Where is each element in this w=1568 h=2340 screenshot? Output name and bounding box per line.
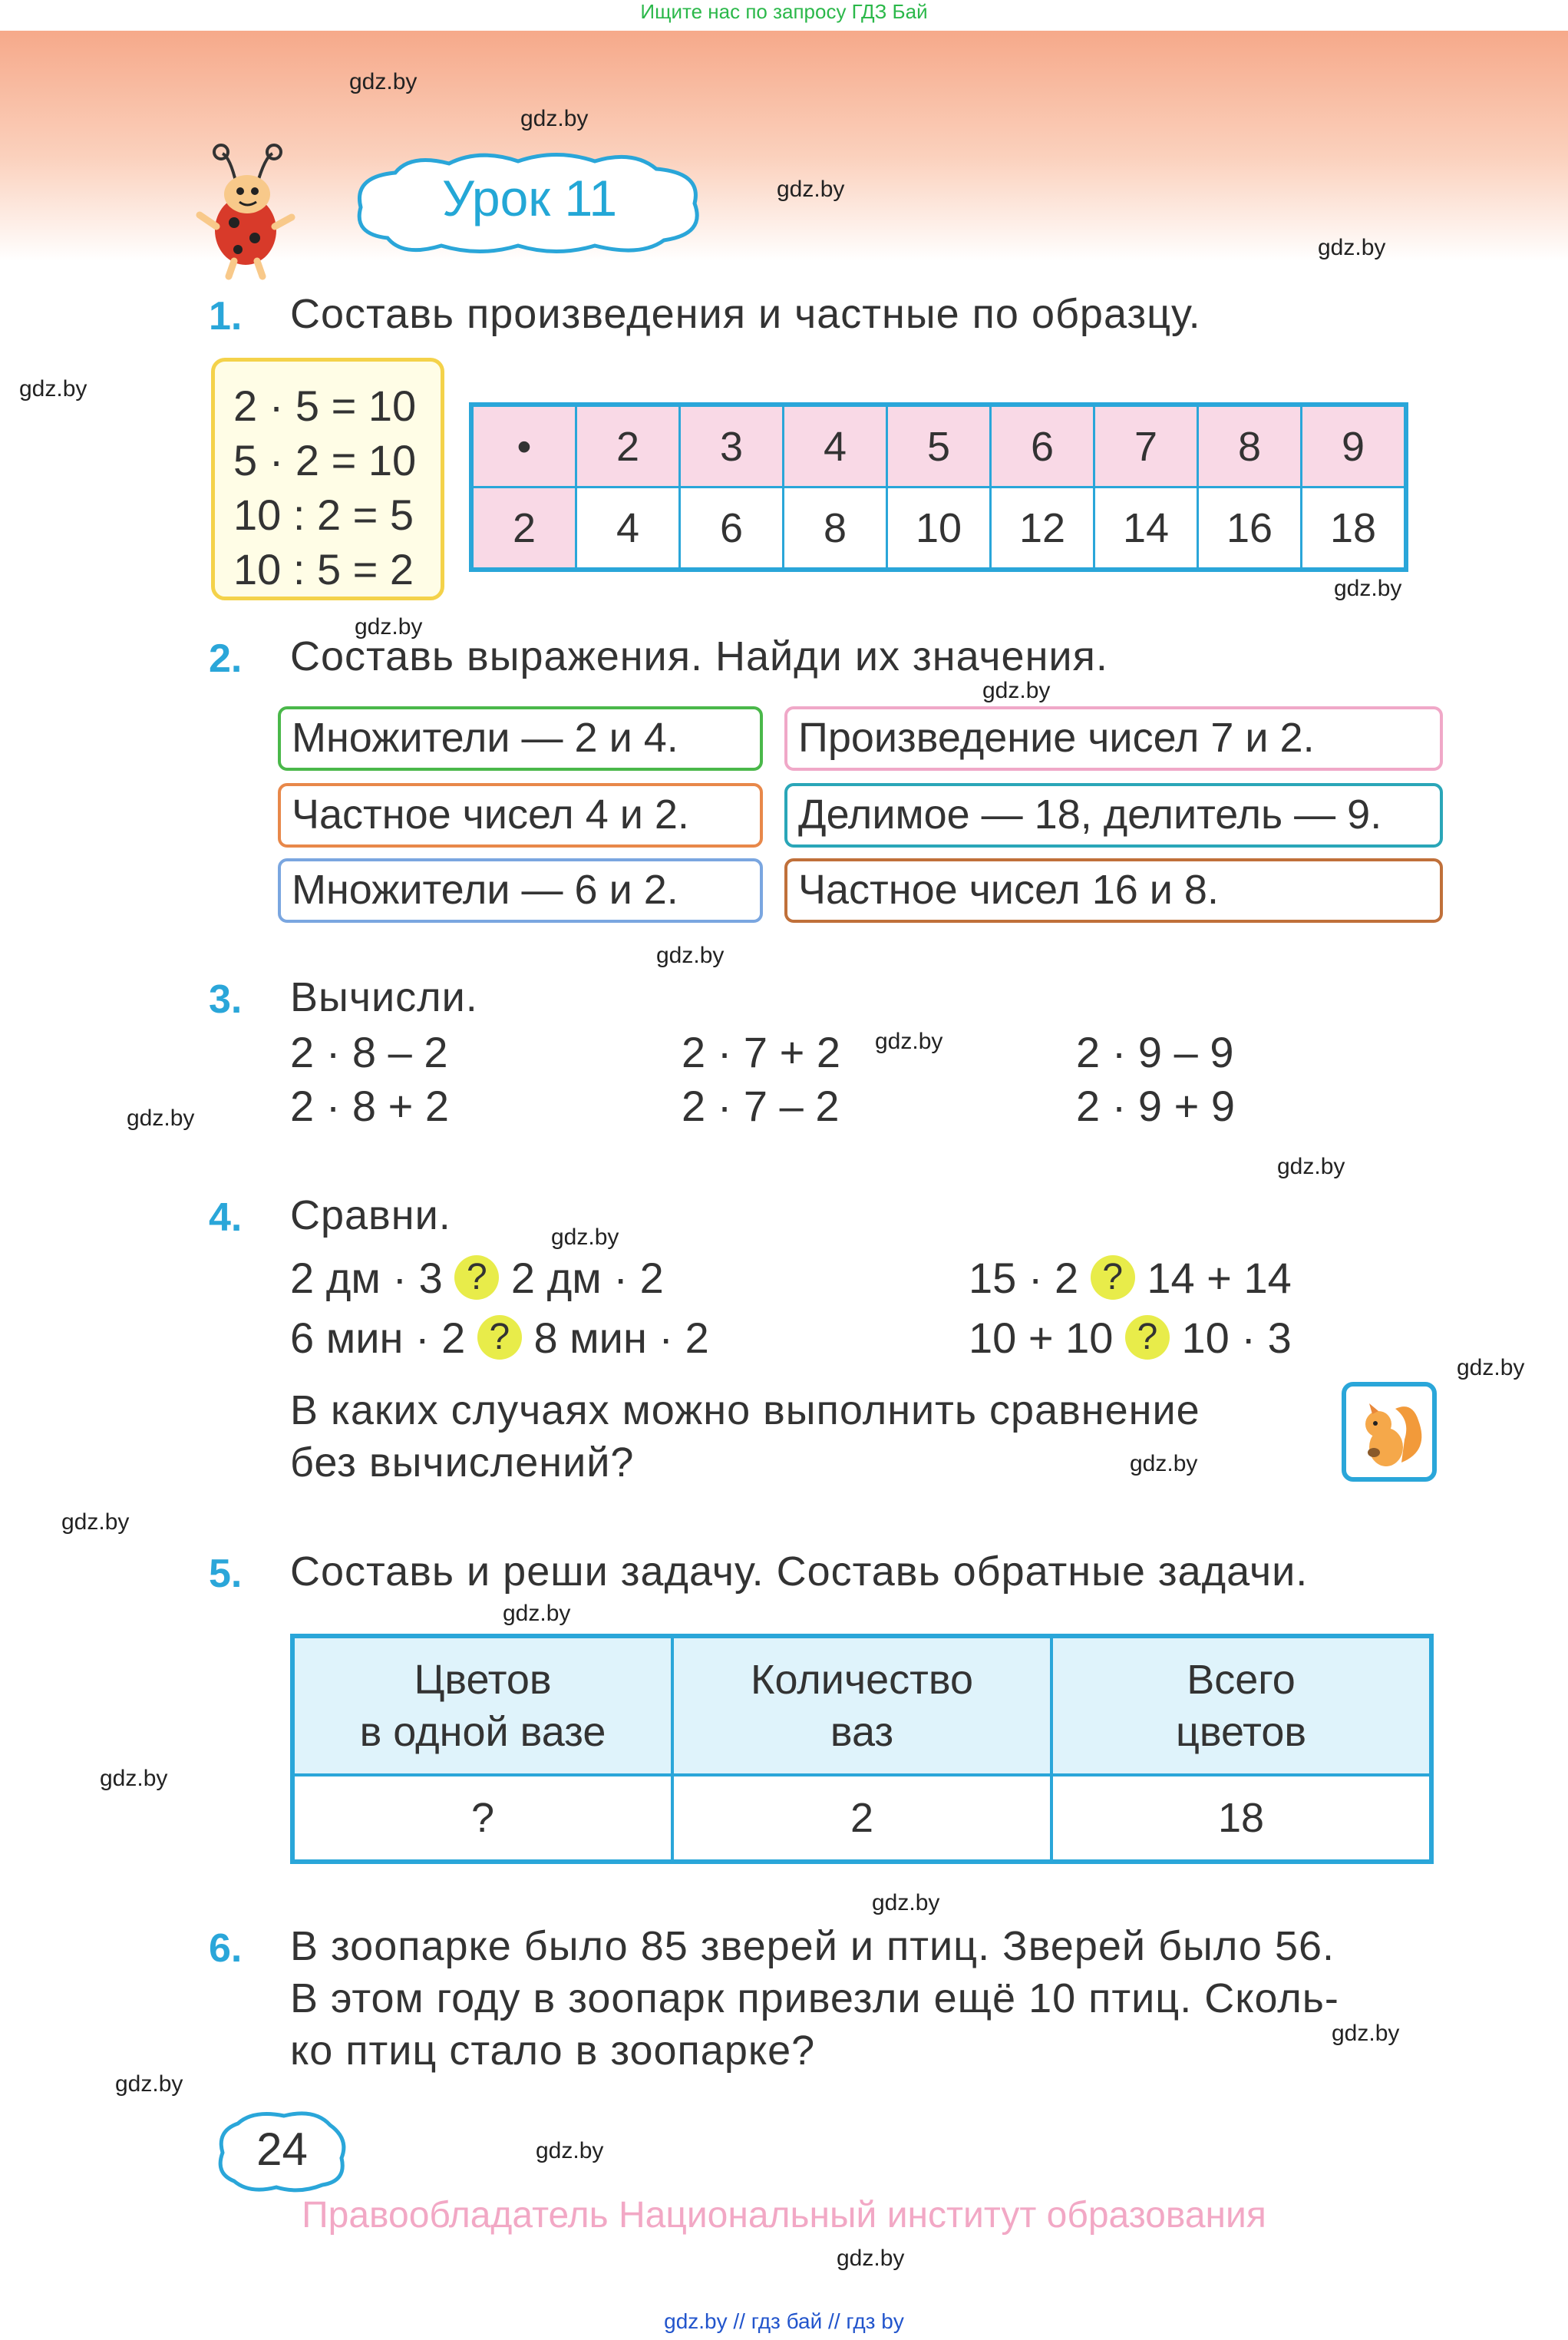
task5-text: Составь и реши задачу. Составь обратные задачи. xyxy=(290,1548,1309,1595)
task4-text: Сравни. xyxy=(290,1192,451,1238)
expression-box: Произведение чисел 7 и 2. xyxy=(784,706,1443,771)
table-cell: 9 xyxy=(1302,405,1407,488)
task5-table xyxy=(290,1634,1434,1864)
table-row xyxy=(471,488,1406,570)
table-header xyxy=(672,1636,1051,1775)
task6-number: 6. xyxy=(209,1926,243,1971)
header-line: в одной вазе xyxy=(359,1709,606,1755)
watermark: gdz.by xyxy=(503,1601,571,1626)
table-cell: 8 xyxy=(1198,405,1302,488)
table-cell: 18 xyxy=(1302,488,1407,570)
comparison-row xyxy=(969,1253,1292,1303)
watermark: gdz.by xyxy=(349,69,418,94)
table-header-row xyxy=(292,1636,1431,1775)
watermark: gdz.by xyxy=(19,376,87,402)
watermark: gdz.by xyxy=(656,943,725,968)
comparison-right: 14 + 14 xyxy=(1147,1254,1292,1302)
task4-question: В каких случаях можно выполнить сравнение xyxy=(290,1387,1200,1433)
task6-line: В зоопарке было 85 зверей и птиц. Зверей было 56. xyxy=(290,1923,1335,1969)
watermark: gdz.by xyxy=(355,614,423,640)
expression-box: Множители — 2 и 4. xyxy=(278,706,763,771)
watermark: gdz.by xyxy=(1457,1355,1525,1380)
watermark: gdz.by xyxy=(875,1029,943,1054)
top-banner[interactable]: Ищите нас по запросу ГДЗ Бай xyxy=(640,0,928,23)
table-cell: 5 xyxy=(887,405,991,488)
expression: 2 · 9 + 9 xyxy=(1076,1082,1236,1130)
expression: 2 · 8 – 2 xyxy=(290,1028,448,1076)
task3-number: 3. xyxy=(209,977,243,1022)
question-mark-icon: ? xyxy=(1091,1255,1135,1300)
watermark: gdz.by xyxy=(1130,1451,1198,1476)
expression-box: Частное чисел 16 и 8. xyxy=(784,858,1443,923)
task6-line: В этом году в зоопарк привезли ещё 10 птиц. Сколь- xyxy=(290,1975,1339,2021)
comparison-left: 6 мин · 2 xyxy=(290,1314,466,1362)
comparison-right: 10 · 3 xyxy=(1181,1314,1292,1362)
watermark: gdz.by xyxy=(1332,2021,1400,2046)
expression-box: Делимое — 18, делитель — 9. xyxy=(784,783,1443,848)
comparison-right: 8 мин · 2 xyxy=(533,1314,709,1362)
footer-links[interactable]: gdz.by // гдз бай // гдз by xyxy=(664,2309,904,2333)
table-cell: 14 xyxy=(1094,488,1198,570)
comparison-left: 2 дм · 3 xyxy=(290,1254,443,1302)
table-cell: 8 xyxy=(784,488,887,570)
expression: 2 · 7 – 2 xyxy=(682,1082,840,1130)
watermark: gdz.by xyxy=(115,2071,183,2097)
comparison-left: 10 + 10 xyxy=(969,1314,1114,1362)
task2-text: Составь выражения. Найди их значения. xyxy=(290,633,1108,679)
watermark: gdz.by xyxy=(520,106,589,131)
task3-text: Вычисли. xyxy=(290,974,478,1020)
expression-box: Частное чисел 4 и 2. xyxy=(278,783,763,848)
multiplication-table xyxy=(469,402,1408,572)
task6-line: ко птиц стало в зоопарке? xyxy=(290,2028,816,2074)
copyright-text: Правообладатель Национальный институт образования xyxy=(302,2195,1266,2236)
task1-number: 1. xyxy=(209,294,243,339)
expression: 2 · 7 + 2 xyxy=(682,1028,841,1076)
task4-question: без вычислений? xyxy=(290,1439,635,1486)
watermark: gdz.by xyxy=(872,1890,940,1915)
watermark: gdz.by xyxy=(551,1225,619,1250)
header-line: Всего xyxy=(1187,1657,1296,1703)
header-line: цветов xyxy=(1175,1709,1307,1755)
question-mark-icon: ? xyxy=(1125,1315,1170,1360)
table-cell: 2 xyxy=(672,1775,1051,1862)
table-row xyxy=(471,405,1406,488)
watermark: gdz.by xyxy=(100,1766,168,1791)
header-line: Цветов xyxy=(414,1657,552,1703)
question-mark-icon: ? xyxy=(454,1255,499,1300)
expression: 2 · 9 – 9 xyxy=(1076,1028,1234,1076)
watermark: gdz.by xyxy=(1334,576,1402,601)
sample-box xyxy=(211,358,444,600)
table-cell: 16 xyxy=(1198,488,1302,570)
watermark: gdz.by xyxy=(777,177,845,202)
table-cell: • xyxy=(471,405,576,488)
table-cell: 18 xyxy=(1051,1775,1431,1862)
comparison-row xyxy=(290,1253,664,1303)
header-line: ваз xyxy=(830,1709,894,1755)
header-line: Количество xyxy=(751,1657,973,1703)
expression: 2 · 8 + 2 xyxy=(290,1082,450,1130)
table-header xyxy=(292,1636,672,1775)
page-number: 24 xyxy=(256,2124,308,2175)
table-cell: 6 xyxy=(680,488,784,570)
table-cell: 2 xyxy=(471,488,576,570)
watermark: gdz.by xyxy=(127,1106,195,1131)
watermark: gdz.by xyxy=(1318,235,1386,260)
table-cell: 12 xyxy=(991,488,1094,570)
table-cell: ? xyxy=(292,1775,672,1862)
table-header xyxy=(1051,1636,1431,1775)
sample-line: 10 : 5 = 2 xyxy=(233,545,414,593)
watermark: gdz.by xyxy=(982,678,1051,703)
table-cell: 7 xyxy=(1094,405,1198,488)
comparison-right: 2 дм · 2 xyxy=(510,1254,664,1302)
comparison-row xyxy=(969,1313,1292,1363)
watermark: gdz.by xyxy=(61,1509,130,1535)
watermark: gdz.by xyxy=(837,2246,905,2271)
table-cell: 4 xyxy=(784,405,887,488)
table-cell: 10 xyxy=(887,488,991,570)
sample-line: 10 : 2 = 5 xyxy=(233,491,414,539)
table-cell: 2 xyxy=(576,405,680,488)
expression-box: Множители — 6 и 2. xyxy=(278,858,763,923)
comparison-row xyxy=(290,1313,709,1363)
question-mark-icon: ? xyxy=(477,1315,522,1360)
watermark: gdz.by xyxy=(536,2138,604,2163)
watermark: gdz.by xyxy=(1277,1154,1345,1179)
sample-line: 5 · 2 = 10 xyxy=(233,436,417,484)
task2-number: 2. xyxy=(209,636,243,681)
table-cell: 4 xyxy=(576,488,680,570)
task4-number: 4. xyxy=(209,1195,243,1240)
squirrel-icon xyxy=(1342,1382,1437,1482)
sample-line: 2 · 5 = 10 xyxy=(233,382,417,430)
comparison-left: 15 · 2 xyxy=(969,1254,1079,1302)
table-cell: 6 xyxy=(991,405,1094,488)
table-cell: 3 xyxy=(680,405,784,488)
ladybug-icon xyxy=(192,142,299,280)
lesson-title: Урок 11 xyxy=(441,170,618,226)
table-row xyxy=(292,1775,1431,1862)
task1-text: Составь произведения и частные по образцу. xyxy=(290,291,1201,337)
task5-number: 5. xyxy=(209,1552,243,1596)
